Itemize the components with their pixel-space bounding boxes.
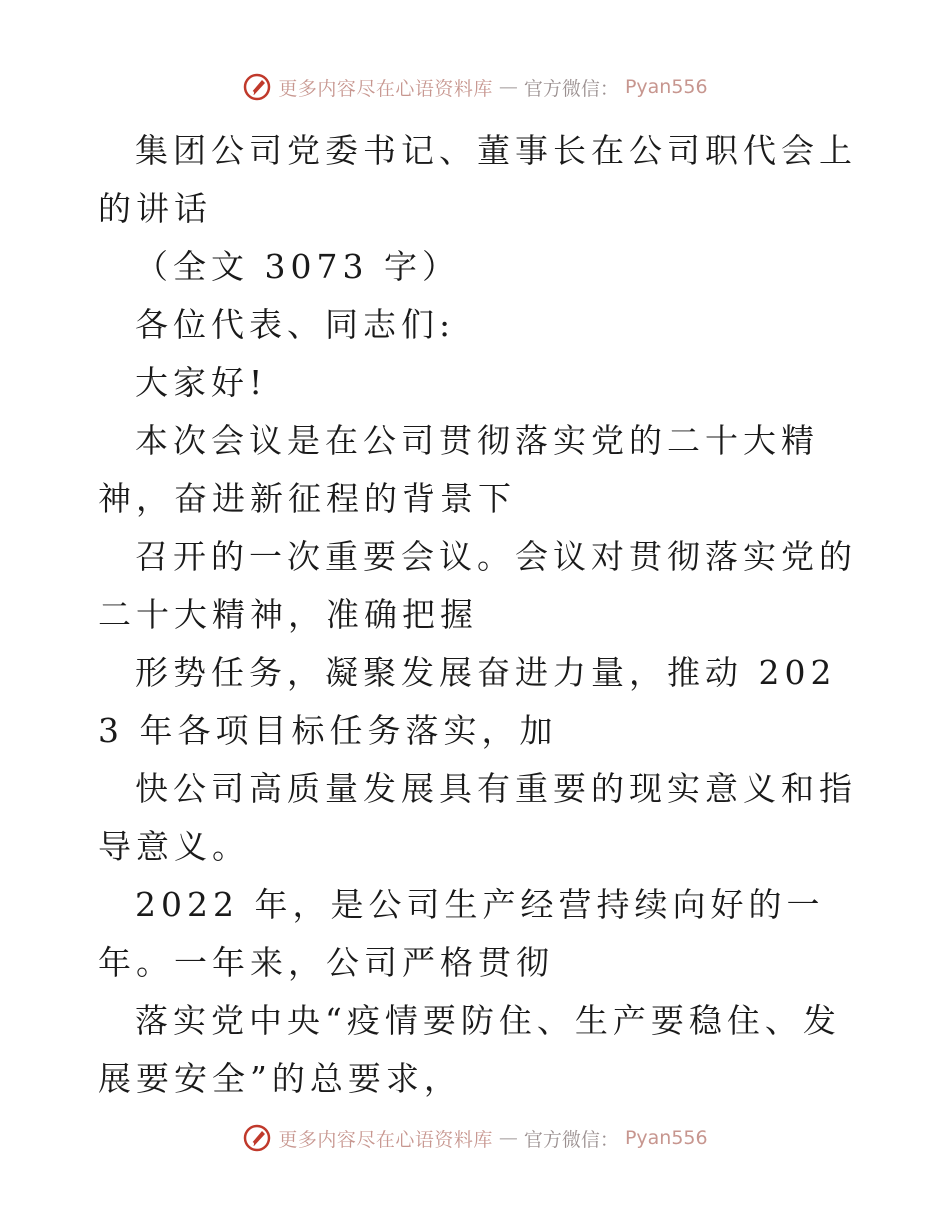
watermark-text: 更多内容尽在心语资料库 xyxy=(278,77,493,100)
body-paragraph: 召开的一次重要会议。会议对贯彻落实党的二十大精神，准确把握 xyxy=(98,537,857,634)
greeting: 大家好! xyxy=(135,363,268,402)
body-paragraph: 形势任务，凝聚发展奋进力量，推动 2023 年各项目标任务落实，加 xyxy=(98,653,837,750)
header-watermark xyxy=(0,72,950,102)
watermark-handle: Pyan556 xyxy=(624,1127,708,1149)
document-body xyxy=(98,122,858,1108)
document-title: 集团公司党委书记、董事长在公司职代会上的讲话 xyxy=(98,131,857,228)
watermark-suffix: 官方微信： xyxy=(523,77,619,100)
watermark-handle: Pyan556 xyxy=(624,76,708,98)
pen-circle-logo-icon xyxy=(242,1123,272,1153)
watermark-text: 更多内容尽在心语资料库 xyxy=(278,1128,493,1151)
pen-circle-logo-icon xyxy=(242,72,272,102)
watermark-dash: — xyxy=(498,1127,518,1149)
watermark-dash: — xyxy=(498,76,518,98)
body-paragraph: 2022 年，是公司生产经营持续向好的一年。一年来，公司严格贯彻 xyxy=(98,885,825,982)
salutation: 各位代表、同志们: xyxy=(135,305,456,344)
body-paragraph: 本次会议是在公司贯彻落实党的二十大精神，奋进新征程的背景下 xyxy=(98,421,819,518)
footer-watermark xyxy=(0,1123,950,1153)
body-paragraph: 落实党中央“疫情要防住、生产要稳住、发展要安全”的总要求， xyxy=(98,1001,841,1098)
watermark-suffix: 官方微信： xyxy=(523,1128,619,1151)
body-paragraph: 快公司高质量发展具有重要的现实意义和指导意义。 xyxy=(98,769,857,866)
word-count: （全文 3073 字） xyxy=(135,247,460,286)
